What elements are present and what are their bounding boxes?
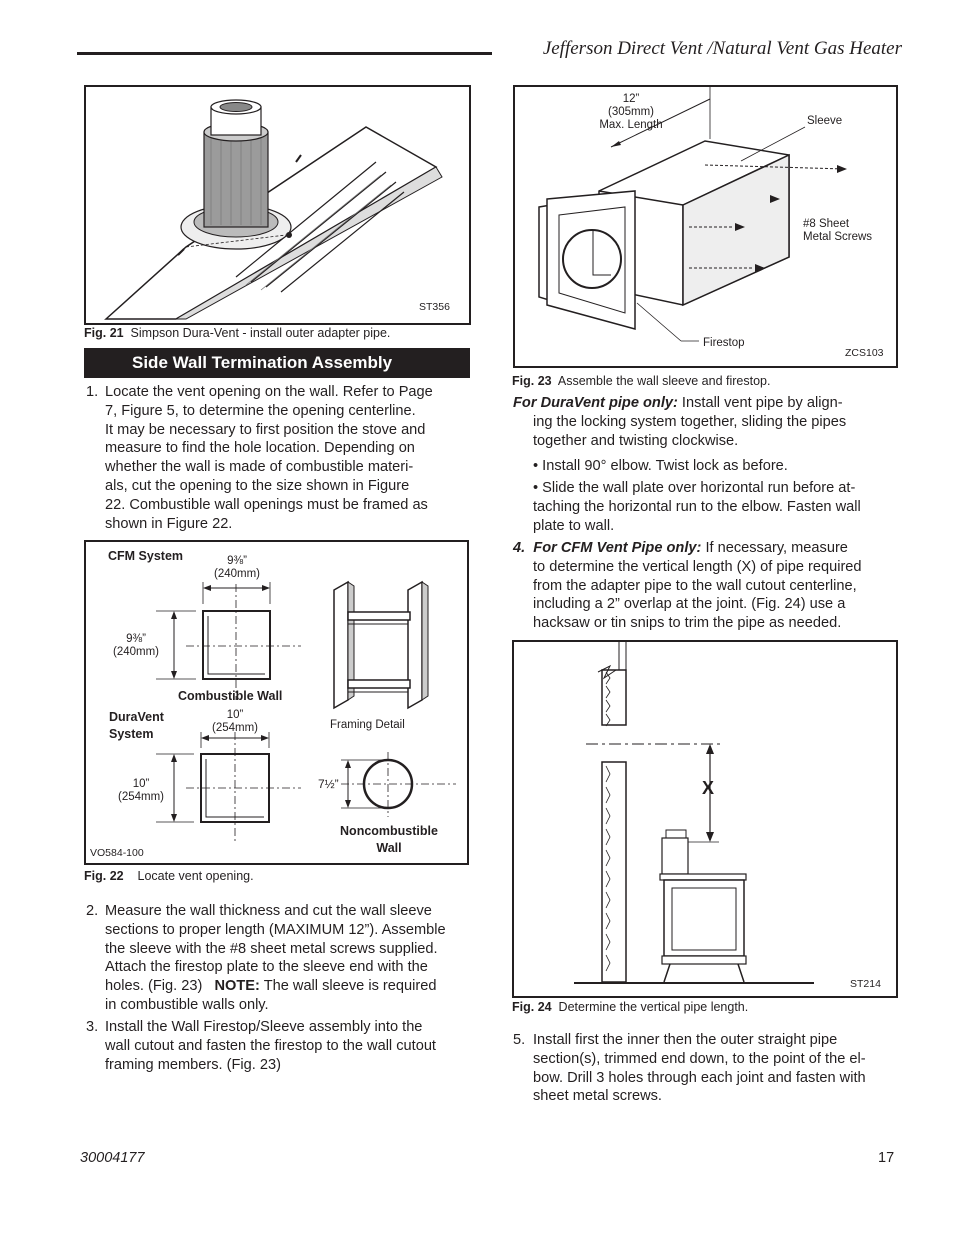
duravent-line: ing the locking system together, sliding the pipes — [533, 413, 847, 430]
cfm-height-dimension — [102, 633, 170, 659]
noncombustible-line: Noncombustible — [340, 824, 438, 838]
duravent-heading: For DuraVent pipe only: — [513, 395, 678, 411]
fig21-code: ST356 — [419, 301, 450, 313]
bullet-icon: • — [533, 458, 539, 475]
dv-height-mm: (254mm) — [117, 791, 164, 803]
round-opening-dimension: 7½” — [318, 777, 339, 791]
step-3-line: framing members. (Fig. 23) — [105, 1056, 281, 1073]
cfm-width-inches: 9⅜” — [227, 555, 247, 567]
noncombustible-wall-label — [326, 823, 452, 857]
cfm-height-mm: (240mm) — [112, 646, 159, 658]
x-dimension-label: X — [702, 778, 715, 798]
dv-width-dimension — [199, 709, 271, 735]
bullet-1-text: Install 90° elbow. Twist lock as before. — [542, 458, 788, 475]
step-1-line: als, cut the opening to the size shown in Figure — [105, 477, 410, 494]
framing-detail-drawing — [334, 582, 428, 708]
section-heading: Side Wall Termination Assembly — [84, 348, 470, 378]
figure-24 — [512, 640, 898, 998]
page-header-title: Jefferson Direct Vent /Natural Vent Gas Heater — [542, 38, 902, 59]
step-1-line: measure to find the hole location. Depending on — [105, 440, 415, 457]
step-3-line: Install the Wall Firestop/Sleeve assembly into the — [105, 1019, 423, 1035]
sleeve-label: Sleeve — [807, 115, 843, 127]
figure-21 — [84, 85, 471, 325]
step-1-line: whether the wall is made of combustible materi- — [105, 459, 414, 476]
step-2-line: Attach the firestop plate to the sleeve end with the — [105, 959, 428, 976]
step-2 — [86, 902, 478, 1015]
fig21-caption — [84, 326, 390, 340]
fig22-caption-text: Locate vent opening. — [137, 869, 254, 883]
step-1-line: Locate the vent opening on the wall. Refer to Page — [105, 384, 433, 400]
step-5-line: bow. Drill 3 holes through each joint and fasten with — [533, 1069, 866, 1086]
step-2-line5-post: The wall sleeve is required — [259, 978, 437, 995]
cfm-width-dimension — [199, 555, 275, 581]
fig24-illustration — [514, 642, 896, 996]
dv-width-mm: (254mm) — [211, 722, 258, 734]
step-2-note: NOTE: — [214, 978, 260, 995]
screws-line: #8 Sheet — [803, 218, 850, 230]
step-5-number: 5. — [513, 1032, 526, 1048]
step-2-line: in combustible walls only. — [105, 996, 269, 1013]
sleeve-length-dimension — [587, 93, 675, 132]
page-number: 17 — [878, 1150, 895, 1166]
fig21-caption-text: Simpson Dura-Vent - install outer adapter pipe. — [130, 326, 391, 340]
fig23-caption-label: Fig. 23 — [512, 374, 552, 388]
step-1-line: It may be necessary to first position the stove and — [105, 421, 426, 438]
step-4-line: from the adapter pipe to the wall cutout centerline, — [533, 577, 857, 594]
cfm-system-label: CFM System — [108, 549, 184, 563]
sleeve-length-inches: 12” — [622, 93, 640, 105]
duravent-system-line: System — [109, 727, 154, 741]
fig23-caption-text: Assemble the wall sleeve and firestop. — [557, 374, 771, 388]
sheet-metal-screws-label — [803, 218, 872, 244]
step-5-line: section(s), trimmed end down, to the point of the el- — [533, 1050, 866, 1067]
cfm-width-mm: (240mm) — [213, 568, 260, 580]
duravent-line: Install vent pipe by align- — [677, 395, 843, 411]
fig21-caption-label: Fig. 21 — [84, 326, 124, 340]
step-5 — [513, 1031, 905, 1106]
step-3-line: wall cutout and fasten the firestop to the wall cutout — [105, 1037, 436, 1054]
fig24-caption-text: Determine the vertical pipe length. — [558, 1000, 749, 1014]
step-1-line: shown in Figure 22. — [105, 515, 233, 532]
figure-22 — [84, 540, 469, 865]
duravent-system-line: DuraVent — [109, 710, 164, 724]
step-3 — [86, 1018, 478, 1074]
step-5-line: Install first the inner then the outer straight pipe — [533, 1032, 838, 1048]
sleeve-length-mm: (305mm) — [607, 106, 654, 118]
fig24-code: ST214 — [850, 978, 881, 990]
fig22-caption — [84, 869, 254, 883]
header-rule — [77, 52, 492, 55]
fig22-caption-label: Fig. 22 — [84, 869, 124, 883]
fig23-code: ZCS103 — [845, 347, 884, 359]
fig22-code: VO584-100 — [90, 847, 144, 859]
fig23-caption — [512, 374, 770, 388]
bullet-2-line: Slide the wall plate over horizontal run before at- — [542, 480, 856, 497]
cfm-height-inches: 9⅜” — [126, 633, 146, 645]
step-1-number: 1. — [86, 384, 99, 400]
step-2-line: the sleeve with the #8 sheet metal screws supplied. — [105, 940, 438, 957]
step-4-line: to determine the vertical length (X) of pipe required — [533, 558, 862, 575]
step-2-line — [105, 977, 478, 996]
step-2-line: sections to proper length (MAXIMUM 12”). Assemble — [105, 921, 446, 938]
fig21-illustration — [86, 87, 469, 323]
framing-detail-label: Framing Detail — [330, 719, 405, 731]
step-5-line: sheet metal screws. — [533, 1088, 662, 1105]
document-number: 30004177 — [80, 1150, 145, 1166]
screws-line: Metal Screws — [803, 231, 873, 243]
firestop-label: Firestop — [703, 337, 745, 349]
step-4-line: If necessary, measure — [701, 540, 848, 556]
duravent-system-label — [109, 709, 164, 743]
bullet-2-line: taching the horizontal run to the elbow. Fasten wall — [533, 498, 861, 515]
step-4 — [513, 539, 903, 633]
bullet-2-line: plate to wall. — [533, 517, 615, 534]
sleeve-length-label: Max. Length — [599, 119, 663, 131]
dv-height-dimension — [106, 778, 176, 804]
step-2-line: Measure the wall thickness and cut the wall sleeve — [105, 903, 432, 919]
duravent-instructions — [513, 394, 903, 536]
dv-height-inches: 10” — [132, 778, 150, 790]
combustible-wall-label: Combustible Wall — [178, 689, 283, 703]
fig24-caption-label: Fig. 24 — [512, 1000, 552, 1014]
step-3-number: 3. — [86, 1019, 99, 1035]
step-2-number: 2. — [86, 903, 99, 919]
fig24-caption — [512, 1000, 748, 1014]
step-1-line: 22. Combustible wall openings must be framed as — [105, 496, 428, 513]
duravent-line: together and twisting clockwise. — [533, 432, 739, 449]
step-4-line: including a 2” overlap at the joint. (Fig. 24) use a — [533, 596, 846, 613]
step-4-heading: 4. For CFM Vent Pipe only: — [513, 540, 702, 556]
noncombustible-line: Wall — [376, 841, 402, 855]
step-4-line: hacksaw or tin snips to trim the pipe as needed. — [533, 615, 842, 632]
figure-23 — [513, 85, 898, 368]
step-2-line5-pre: holes. (Fig. 23) — [105, 978, 215, 995]
step-1 — [86, 383, 476, 533]
step-1-line: 7, Figure 5, to determine the opening centerline. — [105, 402, 416, 419]
dv-width-inches: 10” — [226, 709, 244, 721]
bullet-icon: • — [533, 480, 539, 497]
